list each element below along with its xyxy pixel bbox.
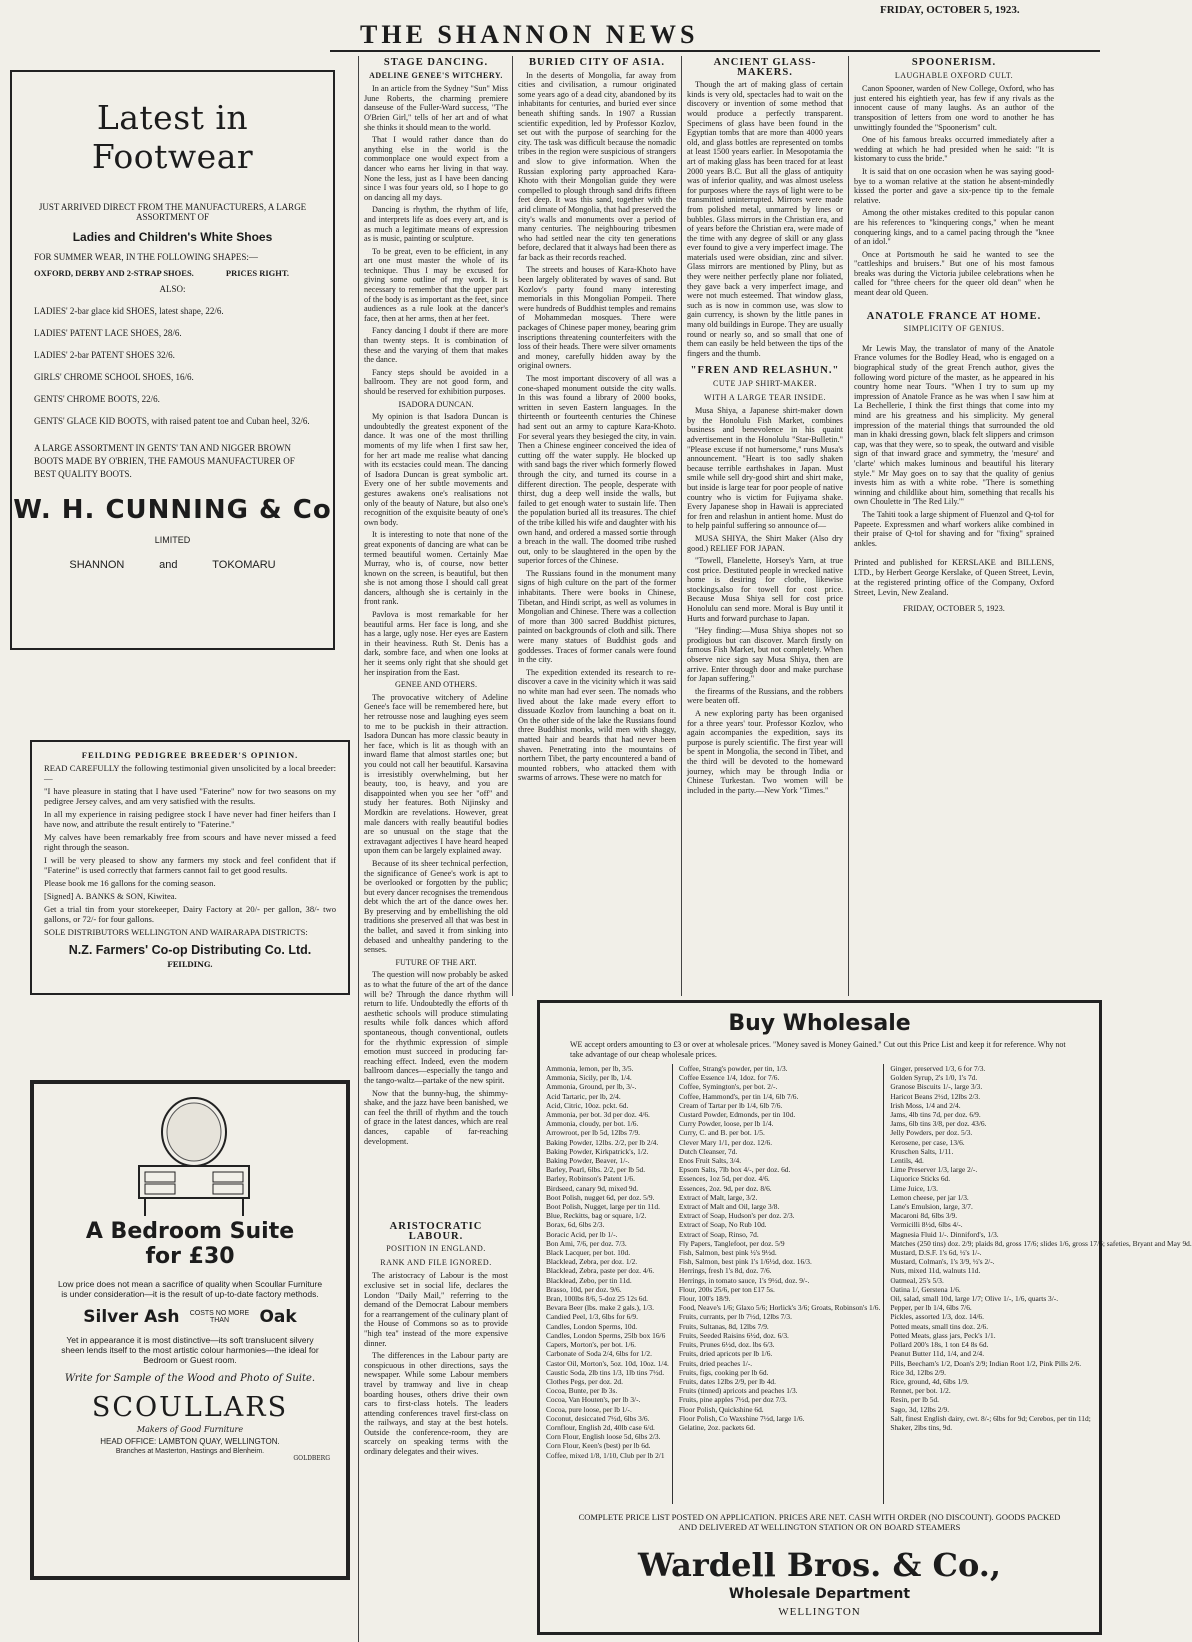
- price-list-item: Fruits, Seeded Raisins 6½d, doz. 6/3.: [678, 1330, 789, 1340]
- footwear-ad-intro: JUST ARRIVED DIRECT FROM THE MANUFACTURERS, A LARGE ASSORTMENT OF: [38, 202, 307, 222]
- paragraph: Pavlova is most remarkable for her beautiful arms. Her face is long, and she has a large, ugly nose. Her eyes are Eastern in their heaviness. Ruth St. Denis has a dark, sombre face, and when one looks at her it seems only right that she should get her inspiration from the East.: [364, 610, 508, 677]
- footwear-ad-season: FOR SUMMER WEAR, IN THE FOLLOWING SHAPES:—: [34, 252, 258, 262]
- price-list-item: Borax, 6d, 6lbs 2/3.: [546, 1220, 605, 1230]
- price-list-item: Pollard 200's 18s, 1 ton £4 8s 6d.: [890, 1340, 989, 1350]
- imprint-date: FRIDAY, OCTOBER 5, 1923.: [903, 604, 1005, 614]
- paragraph: Dancing is rhythm, the rhythm of life, and interprets life as does every art, and is as much a legitimate means of expression as is music, painting or sculpture.: [364, 205, 508, 244]
- price-list-item: Vermicilli 8½d, 6lbs 4/-.: [890, 1220, 963, 1230]
- footwear-ad-shapes: OXFORD, DERBY AND 2-STRAP SHOES.: [34, 268, 194, 278]
- price-list-item: Granose Biscuits 1/-, large 3/3.: [890, 1082, 983, 1092]
- price-list-column-1: [546, 1064, 673, 1504]
- footwear-ad-town-tokomaru: TOKOMARU: [212, 559, 276, 571]
- footwear-advertisement: [10, 70, 335, 650]
- price-list-item: Resin, per lb 5d.: [890, 1395, 939, 1405]
- price-list-item: Fruits, dates 12lbs 2/9, per lb 4d.: [678, 1376, 776, 1386]
- price-list-item: Ammonia, Ground, per lb, 3/-.: [546, 1082, 637, 1092]
- price-list-item: Blacklead, Zebra, paste per doz. 4/6.: [546, 1266, 655, 1276]
- price-list-item: Fruits, figs, cooking per lb 6d.: [678, 1367, 769, 1377]
- bedroom-ad-text1: Low price does not mean a sacrifice of quality when Scoullar Furniture is under consideration—it is the result of up-to-date factory methods.: [57, 1279, 323, 1299]
- price-list-item: Coffee, Symington's, per bot. 2/-.: [678, 1082, 778, 1092]
- price-list-item: Fruits, Sultanas, 8d, 12lbs 7/9.: [678, 1321, 769, 1331]
- fatterine-ad-line: READ CAREFULLY the following testimonial given unsolicited by a local breeder:—: [44, 763, 336, 783]
- price-list-item: Extract of Malt and Oil, large 3/8.: [678, 1202, 780, 1212]
- glass-makers-title: ANCIENT GLASS-MAKERS.: [713, 57, 817, 78]
- price-list-item: Bevara Beer (lbs. make 2 gals.), 1/3.: [546, 1303, 654, 1313]
- paragraph: The aristocracy of Labour is the most exclusive set in social life, declares the London "Daily Mail," referring to the demand of the Democrat Labour members for a rearrangement of the culinary plant of the House of Commons so as to provide "high tea" instead of the more expensive dinner.: [364, 1271, 508, 1348]
- price-list-item: Cream of Tartar per lb 1/4, 6lb 7/6.: [678, 1100, 783, 1110]
- fatterine-ad-line: I will be very pleased to show any farmers my stock and feel confident that if "Faterine" is used correctly that farmers cannot fail to get good results.: [44, 855, 336, 875]
- aristocratic-labour-body: [364, 1271, 508, 1456]
- footwear-item: GENTS' CHROME BOOTS, 22/6.: [34, 394, 160, 404]
- footwear-item: LADIES' PATENT LACE SHOES, 28/6.: [34, 328, 182, 338]
- bedroom-ad-title2: for £30: [145, 1244, 235, 1269]
- price-list-item: Fish, Salmon, best pink 1's 1/6½d, doz. 16/3.: [678, 1257, 812, 1267]
- price-list-item: Haricot Beans 2½d, 12lbs 2/3.: [890, 1091, 981, 1101]
- price-list-item: Jelly Powders, per doz. 5/3.: [890, 1128, 973, 1138]
- masthead-rule: [330, 50, 1100, 52]
- fatterine-ad-line: Please book me 16 gallons for the coming season.: [44, 878, 216, 888]
- fren-relashun-title: "FREN AND RELASHUN.": [690, 365, 840, 377]
- price-list-item: Ammonia, cloudy, per bot. 1/6.: [546, 1119, 639, 1129]
- price-list-item: Brasso, 10d, per doz. 9/6.: [546, 1284, 622, 1294]
- price-list-item: Black Lacquer, per bot. 10d.: [546, 1248, 631, 1258]
- paragraph: Canon Spooner, warden of New College, Oxford, who has just entered his eightieth year, has few if any rivals as the innocent cause of many laughs. As an author of the transposition of letters from one word to another he has unwittingly founded the "Spoonerism" cult.: [854, 84, 1054, 132]
- price-list-item: Golden Syrup, 2's 1/0, 1's 7d.: [890, 1073, 978, 1083]
- footwear-ad-assortment: A LARGE ASSORTMENT IN GENTS' TAN AND NIGGER BROWN BOOTS MADE BY O'BRIEN, THE FAMOUS MANUFACTURER OF BEST QUALITY BOOTS.: [34, 443, 295, 479]
- paragraph: the firearms of the Russians, and the robbers were beaten off.: [687, 686, 843, 706]
- buried-city-body: [518, 71, 676, 783]
- price-list-item: Ammonia, lemon, per lb, 3/5.: [546, 1064, 634, 1073]
- price-list-item: Fish, Salmon, best pink ½'s 9½d.: [678, 1248, 777, 1258]
- price-list-item: Baking Powder, 12lbs. 2/2, per lb 2/4.: [546, 1137, 659, 1147]
- paragraph: ISADORA DUNCAN.: [398, 399, 474, 409]
- price-list-item: Extract of Malt, large, 3/2.: [678, 1192, 758, 1202]
- price-list-item: Fruits, pine apples 7½d, per doz 7/3.: [678, 1395, 787, 1405]
- spoonerism-article: [854, 56, 1054, 996]
- dressing-table-illustration: [129, 1094, 259, 1219]
- printer-imprint: Printed and published for KERSLAKE and BILLENS, LTD., by Herbert George Kerslake, of Queen Street, Levin, at the registered printing office of the Company, Oxford Street, Levin, New Zealand.: [854, 558, 1054, 598]
- paragraph: Once at Portsmouth he said he wanted to see the "cattleships and bruisers." But one of his most famous breaks was during the Victoria jubilee celebrations when he called for "three cheers for the queer old dean" when he meant dear old Queen.: [854, 249, 1054, 298]
- price-list-item: Lime Juice, 1/3.: [890, 1183, 938, 1193]
- price-list-item: Barley, Robinson's Patent 1/6.: [546, 1174, 635, 1184]
- price-list-item: Carbonate of Soda 2/4, 6lbs for 1/2.: [546, 1349, 652, 1359]
- bedroom-ad-office: HEAD OFFICE: LAMBTON QUAY, WELLINGTON.: [100, 1437, 280, 1446]
- paragraph: That I would rather dance than do anything else in the world is the commonplace one would expect from a dancer who earns her living in that way. None the less, just as I have been dancing since I was four years old, so I hope to go on dancing all my days.: [364, 135, 508, 202]
- footwear-ad-and: and: [159, 559, 178, 571]
- price-list-item: Irish Moss, 1/4 and 2/4.: [890, 1100, 961, 1110]
- price-list-item: Pickles, assorted 1/3, doz. 14/6.: [890, 1312, 984, 1322]
- price-list-item: Dutch Cleanser, 7d.: [678, 1146, 738, 1156]
- fatterine-advertisement: [30, 740, 350, 995]
- bedroom-ad-oak: Oak: [259, 1307, 297, 1327]
- price-list-item: Extract of Soap, Hudson's per doz. 2/3.: [678, 1211, 795, 1221]
- paragraph: The Russians found in the monument many signs of high culture on the part of the former inhabitants. There were books in Chinese, Tibetan, and Hindi script, as well as volumes in Mongolian and Chinese. There was a collection of more than 300 sacred Buddhist pictures, painted on backgrounds of cloth and silk. There were many statues of Buddhist gods and goddesses. Traces of former canals were found in the city.: [518, 568, 676, 665]
- price-list-item: Rennet, per bot. 1/2.: [890, 1386, 951, 1396]
- price-list-item: Extract of Soap, Rinso, 7d.: [678, 1229, 759, 1239]
- column-rule: [358, 56, 359, 1642]
- buried-city-article: [518, 56, 676, 996]
- fatterine-ad-line: SOLE DISTRIBUTORS WELLINGTON AND WAIRARAPA DISTRICTS:: [44, 927, 308, 937]
- paragraph: "Hey finding:—Musa Shiya shopes not so prodigious but can discover. March firstly on famous Fish Market, but not completely. When observe nice sign say Musa Shiya, then are arrive. Enter through door and make purchase for Japan suffering.": [687, 626, 843, 684]
- paragraph: Fancy steps should be avoided in a ballroom. They are not good form, and should be reserved for exhibition purposes.: [364, 367, 508, 396]
- price-list-item: Macaroni 8d, 6lbs 3/9.: [890, 1211, 958, 1221]
- price-list-item: Coffee, mixed 1/8, 1/10, Club per lb 2/1: [546, 1450, 665, 1460]
- price-list-item: Floor Polish, Co Waxshine 7½d, large 1/6.: [678, 1413, 805, 1423]
- price-list-item: Blacklead, Zebo, per tin 11d.: [546, 1275, 632, 1285]
- price-list-item: Essences, 1oz 5d, per doz. 4/6.: [678, 1174, 770, 1184]
- fatterine-ad-body: [32, 763, 348, 937]
- price-list-item: Salt, finest English dairy, cwt. 8/-; 6lbs for 9d; Cerebos, per tin 11d;: [890, 1413, 1091, 1423]
- paragraph: "Towell, Flanelette, Horsey's Yarn, at true cost price. Destituted people in wrecked native home is desiring for clothe, likewise stockings,also for towell for cost price. Because Musa Shiya sell for cost price Honolulu can send more. Moral is Buy until it Hurts and forward purchase to Japan.: [687, 556, 843, 623]
- price-list-item: Candles, London Sperms, 10d.: [546, 1321, 638, 1331]
- footwear-ad-items: [12, 306, 333, 426]
- paragraph: To be great, even to be efficient, in any art one must master the whole of its technique. Thus I may be excused for giving some outline of my work. It is necessary to remember that the upper part of the body is as important as the feet, since audiences as a rule look at the dancer's face, then at her arms, then at her feet.: [364, 246, 508, 323]
- price-list-item: Clothes Pegs, per doz. 2d.: [546, 1376, 623, 1386]
- paragraph: It is interesting to note that none of the great exponents of dancing are what can be termed beautiful women. Certainly Mae Murray, who is, of course, now better known on the screen, is beautiful, but then she is not among those I should call great dancers, although she is certainly in the front rank.: [364, 530, 508, 607]
- stage-dancing-article: [364, 56, 508, 1216]
- column-rule: [848, 56, 849, 996]
- paragraph: One of his famous breaks occurred immediately after a wedding at which he had presided when he said: "It is kistomary to cuss the bride.": [854, 135, 1054, 164]
- fren-relashun-subtitle2: WITH A LARGE TEAR INSIDE.: [704, 392, 826, 402]
- price-list-item: Coffee Essence 1/4, 1doz. for 7/6.: [678, 1073, 780, 1083]
- price-list-item: Fruits, dried peaches 1/-.: [678, 1358, 753, 1368]
- price-list-item: Arrowroot, per lb 5d, 12lbs 7/9.: [546, 1128, 641, 1138]
- spoonerism-subtitle: LAUGHABLE OXFORD CULT.: [894, 70, 1014, 80]
- price-list-item: Baking Powder, Beaver, 1/-.: [546, 1156, 630, 1166]
- price-list-item: Acid, Citric, 10oz. pckt. 6d.: [546, 1100, 629, 1110]
- price-list-item: Boot Polish, Nugget, large per tin 11d.: [546, 1202, 660, 1212]
- price-list-item: Blacklead, Zebra, per doz. 1/2.: [546, 1257, 638, 1267]
- price-list-item: Sago, 3d, 12lbs 2/9.: [890, 1404, 950, 1414]
- price-list-item: Capers, Morton's, per bot. 1/6.: [546, 1340, 637, 1350]
- wholesale-ad-company: Wardell Bros. & Co.,: [637, 1546, 1002, 1584]
- paragraph: GENEE AND OTHERS.: [394, 680, 478, 690]
- price-list-item: Coconut, desiccated 7½d, 6lbs 3/6.: [546, 1413, 650, 1423]
- glass-makers-body: [687, 80, 843, 358]
- glass-makers-article: [687, 56, 843, 996]
- aristocratic-labour-subtitle2: RANK AND FILE IGNORED.: [380, 1257, 492, 1267]
- price-list-item: Oil, salad, small 10d, large 1/7; Olive 1/-, 1/6, quarts 3/-.: [890, 1294, 1059, 1304]
- footwear-ad-also: ALSO:: [159, 284, 186, 294]
- paragraph: The provocative witchery of Adeline Genee's face will be remembered here, but her retrousse nose and laughing eyes seem to me to be puckish in their attraction. Isadora Duncan has more classic beauty in her face, which is lit as though with an inward flame that almost startles one; but you could not call her beautiful. Karsavina is irresistibly overwhelming, but her beauty, too, is heavy, and you are disappointed when you see her "off" and study her features. Both Nijinsky and Mordkin are revelations. However, great male dancers with really beautiful bodies are so unusual on the stage that the extravagant adjectives I have heard heaped upon them can be largely explained away.: [364, 692, 508, 856]
- wholesale-advertisement: [537, 1000, 1192, 1635]
- footwear-ad-prices: PRICES RIGHT.: [225, 268, 290, 278]
- price-list-item: Fly Papers, Tanglefoot, per doz. 5/9: [678, 1238, 785, 1248]
- price-list-item: Caustic Soda, 2lb tins 1/3, 1lb tins 7½d.: [546, 1367, 665, 1377]
- footwear-ad-limited: LIMITED: [154, 535, 191, 545]
- footwear-item: GIRLS' CHROME SCHOOL SHOES, 16/6.: [34, 372, 194, 382]
- price-list-item: Kruschen Salts, 1/11.: [890, 1146, 954, 1156]
- paragraph: FUTURE OF THE ART.: [395, 957, 477, 967]
- price-list-item: Castor Oil, Morton's, 5oz. 10d, 10oz. 1/4.: [546, 1358, 669, 1368]
- price-list-item: Curry, C. and B. per bot. 1/5.: [678, 1128, 765, 1138]
- bedroom-ad-costs: COSTS NO MORE THAN: [189, 1310, 250, 1324]
- price-list-item: Lane's Emulsion, large, 3/7.: [890, 1202, 973, 1212]
- price-list-item: Gelatine, 2oz. packets 6d.: [678, 1422, 756, 1432]
- price-list-item: Mustard, D.S.F. 1's 6d, ½'s 1/-.: [890, 1248, 982, 1258]
- aristocratic-labour-subtitle: POSITION IN ENGLAND.: [386, 1244, 486, 1254]
- newspaper-masthead: THE SHANNON NEWS: [360, 20, 699, 49]
- price-list-item: Corn Flour, Keen's (best) per lb 6d.: [546, 1441, 651, 1451]
- paragraph: The streets and houses of Kara-Khoto have been largely obliterated by waves of sand. But Kozlov's party found many interesting memorials in this Mongolian Pompeii. There were hundreds of Buddhist temples and remains of Mohammedan mosques. There were packages of Chinese paper money, bearing grim inscriptions threatening counterfeiters with the loss of their heads. There were silver ornaments and money, carefully hidden away by the original owners.: [518, 265, 676, 371]
- column-rule: [512, 56, 513, 996]
- paragraph: Mr Lewis May, the translator of many of the Anatole France volumes for the Bodley Head, who is engaged on a biographical study of the great French author, gives the following word picture of the master, as he appeared in his country home near Tours. "When I try to sum up my impression of Anatole France as he was when I saw him at La Bechellerie, I think the first things that come into my mind are his greatness and his simplicity. My general impression of the material things that surrounded the old man in khaki dressing gown, black felt slippers and crimson cap, was that they were, so to speak, the outward and visible sign of that inward grace and symmetry, the 'mesure' and 'clarte' which makes luminous and beautiful his literary style." Mr May goes on to say that the quality of genius invests him as with a white robe. "There is something winning and childlike about him, something that recalls his own Choulette in 'The Red Lily.'": [854, 343, 1054, 507]
- price-list-item: Potted meats, small tins doz. 2/6.: [890, 1321, 989, 1331]
- price-list-item: Flour, 200s 25/6, per ton £17 5s.: [678, 1284, 775, 1294]
- price-list-item: Acid Tartaric, per lb, 2/4.: [546, 1091, 621, 1101]
- stage-dancing-title: STAGE DANCING.: [383, 57, 489, 68]
- price-list-item: Fruits, Prunes 6½d, doz. lbs 6/3.: [678, 1340, 775, 1350]
- price-list-item: Oatina 1/, Gerstena 1/6.: [890, 1284, 961, 1294]
- anatole-title: ANATOLE FRANCE AT HOME.: [866, 310, 1042, 322]
- paragraph: The most important discovery of all was a cone-shaped monument outside the city walls. In this was found a library of 2000 books, written in seven Eastern languages. In the thirteenth or fourteenth centuries the Chinese had sent out an army to capture Kara-Khoto. For several years they besieged the city, in vain. Then a Chinese engineer conceived the idea of cutting off the water supply. He blocked up with sand bags the river which formerly flowed through the city, and turned its course in a different direction. The people, desperate with thirst, dug a deep well inside the walls, but failed to get enough water to sustain life. Then the population buried all its treasures. The chief of the tribe killed his wife and daughter with his own hand, and ordered a massed sortie through a breach in the wall. The doomed tribe rushed out, only to be slaughtered in the open by the superior forces of the Chinese.: [518, 374, 676, 566]
- price-list-item: Custard Powder, Edmonds, per tin 10d.: [678, 1110, 796, 1120]
- price-list-item: Herrings, fresh 1's 8d, doz. 7/6.: [678, 1266, 772, 1276]
- price-list-item: Herrings, in tomato sauce, 1's 9½d, doz. 9/-.: [678, 1275, 810, 1285]
- price-list-item: Pepper, per lb 1/4, 6lbs 7/6.: [890, 1303, 972, 1313]
- aristocratic-labour-title: ARISTOCRATIC LABOUR.: [389, 1221, 483, 1242]
- price-list-item: Candied Peel, 1/3, 6lbs for 6/9.: [546, 1312, 638, 1322]
- buried-city-title: BURIED CITY OF ASIA.: [529, 57, 665, 68]
- price-list-column-3: [890, 1064, 1191, 1504]
- spoonerism-title: SPOONERISM.: [911, 57, 997, 68]
- paragraph: Though the art of making glass of certain kinds is very old, spectacles had to wait on the discovery or invention of some method that would produce a perfectly transparent. Specimens of glass have been found in the Egyptian tombs that are more than 4000 years old, and glass bottles are represented on tombs at least 1500 years earlier. In Mesopotamia the art of making glass has been traced for at least 2000 years B.C. But all the glass of antiquity was of inferior quality, and was almost useless for purposes where the rays of light were to be transmitted uninterrupted. Mirrors were made from polished metal, unmarred by lines or bubbles. Glass mirrors in the Christian era, and of years before the Christian era, were made of the time with any degree of skill or any glass ever found to give a very imperfect image. The materials used were obsidian, zinc and silver. Glass mirrors are mentioned by Pliny, but as they were neither perfectly plane nor foliated, they gave back a very imperfect image, and were not much esteemed. That window glass, such as is now in common use, was slow to gain currency, is shown by the little panes in many old buildings in Europe. They are usually round or nearly so, and so small that one of them can easily be held between the tips of the fingers and the thumb.: [687, 80, 843, 358]
- fatterine-ad-line: [Signed] A. BANKS & SON, Kiwitea.: [44, 891, 177, 901]
- price-list-item: Matches (250 tins) doz. 2/9; plaids 8d, gross 17/6; slides 1/6, gross 17/6; safeties, Bryant and May 9d.: [890, 1238, 1192, 1248]
- bedroom-ad-text2: Yet in appearance it is most distinctive—its soft translucent silvery sheen lends itself to the most artistic colour harmonies—the ideal for Bedroom or Guest room.: [61, 1335, 319, 1365]
- price-list-item: Birdseed, canary 9d, mixed 9d.: [546, 1183, 639, 1193]
- footwear-ad-town-shannon: SHANNON: [69, 559, 125, 571]
- price-list-item: Bon Ami, 7/6, per doz. 7/3.: [546, 1238, 627, 1248]
- wholesale-ad-intro: WE accept orders amounting to £3 or over at wholesale prices. "Money saved is Money Gained." Cut out this Price List and keep it for reference. Why not take advantage of our cheap wholesale prices.: [570, 1040, 1066, 1059]
- wholesale-ad-title: Buy Wholesale: [728, 1011, 911, 1036]
- price-list-item: Curry Powder, loose, per lb 1/4.: [678, 1119, 774, 1129]
- fatterine-ad-line: "I have pleasure in stating that I have used "Faterine" now for two seasons on my pedigree Jersey calves, and am very satisfied with the results.: [44, 786, 336, 806]
- price-list-item: Jams, 4lb tins 7d, per doz. 6/9.: [890, 1110, 981, 1120]
- fren-relashun-body: [687, 406, 843, 795]
- bedroom-ad-branches: Branches at Masterton, Hastings and Blenheim.: [115, 1448, 265, 1455]
- bedroom-suite-advertisement: [30, 1080, 350, 1580]
- price-list-item: Flour, 100's 18/9.: [678, 1294, 731, 1304]
- price-list-item: Cocoa, Bunte, per lb 3s.: [546, 1386, 618, 1396]
- paragraph: My opinion is that Isadora Duncan is undoubtedly the greatest exponent of the dance. It was one of the most thrilling moments of my life when I first saw her, for her art made me realise what dancing with its ecstacies could mean. The dancing of Isadora Duncan is great symbolic art. Every one of her subtle movements and gestures awakens one's realisations not only of the beauty of Nature, but also one's recognition of the exquisite beauty of one's own body.: [364, 412, 508, 527]
- price-list-item: Shaker, 2lbs tins, 9d.: [890, 1422, 953, 1432]
- price-list-item: Bran, 100lbs 8/6, 5-doz 25 12s 6d.: [546, 1294, 649, 1304]
- price-list-item: Mustard, Colman's, 1's 3/9, ½'s 2/-.: [890, 1257, 995, 1267]
- price-list-item: Food, Neave's 1/6; Glaxo 5/6; Horlick's 3/6; Groats, Robinson's 1/6.: [678, 1303, 881, 1313]
- fatterine-ad-title: FEILDING PEDIGREE BREEDER'S OPINION.: [81, 750, 299, 760]
- price-list-item: Peanut Butter 11d, 1/4, and 2/4.: [890, 1349, 985, 1359]
- price-list-item: Barley, Pearl, 6lbs. 2/2, per lb 5d.: [546, 1165, 646, 1175]
- price-list-item: Lime Preserver 1/3, large 2/-.: [890, 1165, 978, 1175]
- price-list-item: Enos Fruit Salts, 3/4.: [678, 1156, 742, 1166]
- price-list-item: Cocoa, pure loose, per lb 1/-.: [546, 1404, 632, 1414]
- fatterine-ad-line: My calves have been remarkably free from scours and have never missed a feed right through the season.: [44, 832, 336, 852]
- footwear-item: GENTS' GLACE KID BOOTS, with raised patent toe and Cuban heel, 32/6.: [34, 416, 310, 426]
- price-list-item: Cornflour, English 2d, 40lb case 6/d.: [546, 1422, 655, 1432]
- price-list-item: Extract of Soap, No Rub 10d.: [678, 1220, 767, 1230]
- spoonerism-body: [854, 84, 1054, 297]
- price-list-item: Candles, London Sperms, 25lb box 16/6: [546, 1330, 666, 1340]
- price-list-item: Floor Polish, Quickshine 6d.: [678, 1404, 764, 1414]
- price-list-column-2: [679, 1064, 884, 1504]
- stage-dancing-body: [364, 84, 508, 1146]
- price-list-item: Kerosene, per case, 13/6.: [890, 1137, 965, 1147]
- paragraph: Because of its sheer technical perfection, the significance of Genee's work is apt to be overlooked or forgotten by the public; but every dancer recognises the tremendous debt which the art of the dance owes her. By preserving and by embellishing the old traditions she preserved all that was best in the ballet, and saved it from sinking into debased and unhealthy pandering to the senses.: [364, 858, 508, 955]
- wholesale-ad-city: WELLINGTON: [778, 1606, 861, 1618]
- price-list-item: Pills, Beecham's 1/2, Doan's 2/9; Indian Root 1/2, Pink Pills 2/6.: [890, 1358, 1082, 1368]
- paragraph: The question will now probably be asked as to what the future of the art of the dance will be? Through the dance rhythm will return to life. Undoubtedly the efforts of th aesthetic schools will produce stimulating results while folk dances which afford spontaneous, though conventional, outlets for the rhythmic expression of simple emotion must succeed in producing far-reaching effect. Indeed, even the modern ballroom dances—especially the tango and the tango-waltz—partake of the new spirit.: [364, 970, 508, 1085]
- bedroom-ad-makers: Makers of Good Furniture: [136, 1425, 244, 1434]
- paragraph: The Tahiti took a large shipment of Fluenzol and Q-tol for Papeete. Expressmen and wharf workers alike combined in their praise of Q-tol for shaving and for "fixing" sprained ankles.: [854, 509, 1054, 548]
- price-list-item: Blue, Reckitts, bag or square, 1/2.: [546, 1211, 647, 1221]
- paragraph: In an article from the Sydney "Sun" Miss June Roberts, the charming premiere danseuse of the Fuller-Ward success, "The O'Brien Girl," tells of her art and of what she thinks it should mean to the world.: [364, 84, 508, 132]
- footwear-ad-headline: Ladies and Children's White Shoes: [72, 230, 273, 244]
- price-list-item: Fruits, dried apricots per lb 1/6.: [678, 1349, 773, 1359]
- price-list-item: Oatmeal, 25's 5/3.: [890, 1275, 944, 1285]
- footwear-ad-company: W. H. CUNNING & Co: [13, 495, 332, 525]
- price-list-item: Liquorice Sticks 6d.: [890, 1174, 951, 1184]
- fatterine-ad-company: N.Z. Farmers' Co-op Distributing Co. Ltd.: [68, 943, 312, 957]
- bedroom-ad-company: SCOULLARS: [91, 1392, 289, 1423]
- price-list-item: Fruits (tinned) apricots and peaches 1/3.: [678, 1386, 798, 1396]
- aristocratic-labour-article: [364, 1220, 508, 1640]
- price-list-item: Cocoa, Van Houten's, per lb 3/-.: [546, 1395, 641, 1405]
- paragraph: In the deserts of Mongolia, far away from cities and civilisation, a rumour originated some years ago of a dead city, abandoned by its inhabitants for centuries, and buried ever since beneath shifting sands. In 1907 a Russian scientific expedition, led by Professor Kozlov, set out with the purpose of searching for the city. The task was difficult because the nomadic tribes in the region were suspicious of strangers and slow to give information. When the Russian exploring party approached Kara-Khoto with their Mongolian guide they were compelled to plough through sand drifts fifteen feet deep. It was this sand, together with the arid climate of Mongolia, that had preserved the city's walls and monuments over a period of many centuries. The neighbouring tribesmen who had settled near the city ten generations before, declared that it always had been there as far back as their records reached.: [518, 70, 676, 262]
- bedroom-ad-artist: GOLDBERG: [293, 1455, 330, 1462]
- paragraph: Among the other mistakes credited to this popular canon are his references to "kinquering congs," when he meant conquering kings, and to a camel pacing through the "knee of an idol.": [854, 208, 1054, 247]
- price-list-item: Boot Polish, nugget 6d, per doz. 5/9.: [546, 1192, 655, 1202]
- paragraph: Now that the bunny-hug, the shimmy-shake, and the jazz have been banished, we can feel the thrill of rhythm and the touch of grace in the latest dances, which are real dances, capable of far-reaching development.: [364, 1088, 508, 1146]
- price-list-item: Lentils, 4d.: [890, 1156, 924, 1166]
- anatole-subtitle: SIMPLICITY OF GENIUS.: [903, 324, 1005, 334]
- price-list-item: Nuts, mixed 11d, walnuts 11d.: [890, 1266, 981, 1276]
- price-list-item: Boracic Acid, per lb 1/-.: [546, 1229, 618, 1239]
- paragraph: A new exploring party has been organised for a three years' tour. Professor Kozlov, who again accompanies the expedition, says its purpose is purely scientific. The first year will be spent in Mongolia, the second in Tibet, and the third will be devoted to the homeward journey, which may be through India or Chinese Turkestan. Two women will be included in the party.—New York "Times.": [687, 709, 843, 795]
- price-list-item: Corn Flour, English loose 5d, 6lbs 2/3.: [546, 1432, 661, 1442]
- wholesale-ad-conditions: COMPLETE PRICE LIST POSTED ON APPLICATION. PRICES ARE NET. CASH WITH ORDER (NO DISCOUNT). GOODS PACKED AND DELIVERED AT WELLINGTON STATION OR ON BOARD STEAMERS: [578, 1512, 1061, 1532]
- price-list-item: Clever Mary 1/1, per doz. 12/6.: [678, 1137, 773, 1147]
- price-list-item: Coffee, Hammond's, per tin 1/4, 6lb 7/6.: [678, 1091, 799, 1101]
- fatterine-ad-line: In all my experience in raising pedigree stock I have never had finer heifers than I have now, and attribute the result entirely to "Faterine.": [44, 809, 336, 829]
- paragraph: Musa Shiya, a Japanese shirt-maker down by the Honolulu Fish Market, combines business and benevolence in his quaint advertisement in the Honolulu "Star-Bulletin." "Please excuse if not humersome," runs Musa's announcement. "Heart is too sadly shaken because terrible earthshakes in Japan. Must smile while sell dry-good shirt and shirt make, but inside is large tear for poor people of native country who is victim for Fujiyama shake. Every Japanese shop in Hawaii is appreciated for fren and relashun in antient home. Must do to help painful suffering so announce of—: [687, 406, 843, 531]
- bedroom-ad-write: Write for Sample of the Wood and Photo of Suite.: [64, 1373, 316, 1384]
- fatterine-ad-line: Get a trial tin from your storekeeper, Dairy Factory at 20/- per gallon, 38/- two gallons, or 72/- for four gallons.: [44, 904, 336, 924]
- price-list-item: Ammonia, Sicily, per lb, 1/4.: [546, 1073, 632, 1083]
- footwear-item: LADIES' 2-bar glace kid SHOES, latest shape, 22/6.: [34, 306, 224, 316]
- paragraph: MUSA SHIYA, the Shirt Maker (Also dry good.) RELIEF FOR JAPAN.: [687, 533, 843, 553]
- paragraph: Fancy dancing I doubt if there are more than twenty steps. It is combination of these and the varying of them that makes the dance.: [364, 326, 508, 365]
- anatole-body: [854, 344, 1054, 548]
- footwear-ad-title: Latest in Footwear: [91, 98, 254, 176]
- paragraph: The differences in the Labour party are conspicuous in other directions, says the newspaper. While some Labour members travel by tramway and live in cheap boarding houses, others drive their own cars to first-class hotels. The leaders attending conferences travel first-class on the railways, and stay at the best hotels. Outside the conference-room, they are scarcely on speaking terms with the ordinary delegates and their wives.: [364, 1351, 508, 1457]
- price-list-item: Magnesia Fluid 1/-. Dinniford's, 1/3.: [890, 1229, 999, 1239]
- stage-dancing-subtitle: ADELINE GENEE'S WITCHERY.: [369, 70, 503, 80]
- price-list-item: Essences, 2oz. 9d, per doz. 8/6.: [678, 1183, 772, 1193]
- price-list-item: Rice, ground, 4d, 6lbs 1/9.: [890, 1376, 969, 1386]
- fren-relashun-subtitle: CUTE JAP SHIRT-MAKER.: [713, 379, 817, 388]
- bedroom-ad-silver: Silver Ash: [83, 1307, 180, 1327]
- paragraph: The expedition extended its research to re-discover a cave in the vicinity which it was said no white man had ever seen. The nomads who lived about the lake made every effort to dissuade Kozlov from launching a boat on it. On the other side of the lake the Russians found three Buddhist monks, wild men with shaggy, matted hair and beards that had never been shaven. Penetrating into the mountains of northern Tibet, the party encountered a band of mounted robbers, who attacked them with swarms of arrows. These were no match for: [518, 667, 676, 783]
- footwear-item: LADIES' 2-bar PATENT SHOES 32/6.: [34, 350, 175, 360]
- price-list-item: Jams, 6lb tins 3/8, per doz. 43/6.: [890, 1119, 987, 1129]
- bedroom-ad-title1: A Bedroom Suite: [85, 1219, 295, 1244]
- price-list-item: Ginger, preserved 1/3, 6 for 7/3.: [890, 1064, 986, 1073]
- paragraph: It is said that on one occasion when he was saying good-bye to a woman relative at the station he absent-mindedly kissed the porter and gave a six-pence tip to the female relative.: [854, 166, 1054, 205]
- price-list-item: Potted Meats, glass jars, Peck's 1/1.: [890, 1330, 996, 1340]
- fatterine-ad-town: FEILDING.: [167, 960, 213, 969]
- column-rule: [681, 56, 682, 996]
- price-list-item: Ammonia, per bot. 3d per doz. 4/6.: [546, 1110, 650, 1120]
- price-list-item: Fruits, currants, per lb 7½d, 12lbs 7/3.: [678, 1312, 792, 1322]
- price-list-item: Coffee, Strang's powder, per tin, 1/3.: [678, 1064, 788, 1073]
- price-list-item: Baking Powder, Kirkpatrick's, 1/2.: [546, 1146, 649, 1156]
- price-list-item: Epsom Salts, 7lb box 4/-, per doz. 6d.: [678, 1165, 791, 1175]
- price-list-item: Lemon cheese, per jar 1/3.: [890, 1192, 969, 1202]
- issue-date: FRIDAY, OCTOBER 5, 1923.: [880, 4, 1020, 16]
- price-list-item: Rice 3d, 12lbs 2/9.: [890, 1367, 946, 1377]
- wholesale-ad-department: Wholesale Department: [728, 1586, 911, 1602]
